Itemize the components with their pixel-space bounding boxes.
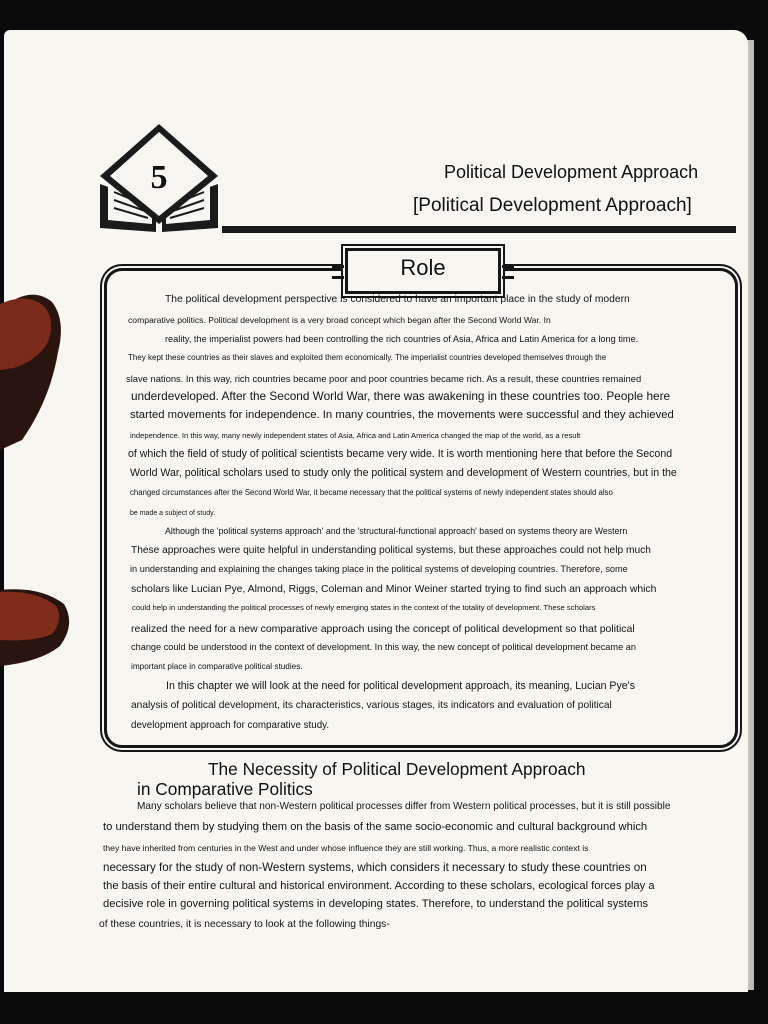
section-line: decisive role in governing political systems in developing states. Therefore, to understand the political systems <box>103 898 649 910</box>
role-line: in understanding and explaining the changes taking place in the political systems of developing countries. Therefore, some <box>130 564 628 574</box>
role-line: They kept these countries as their slaves and exploited them economically. The imperialist countries developed themselves through the <box>128 353 607 362</box>
header-rule <box>222 226 736 233</box>
section-line: they have inherited from centuries in the West and under whose influence they are still working. Thus, a more realistic context is <box>103 843 589 853</box>
chapter-subtitle: [Political Development Approach] <box>413 195 692 216</box>
chapter-badge <box>96 120 222 236</box>
role-line: change could be understood in the context of development. In this way, the new concept of political development became an <box>131 642 636 652</box>
hand-fingers <box>0 290 70 670</box>
role-line: These approaches were quite helpful in understanding political systems, but these approaches could not help much <box>131 545 651 556</box>
section-line: necessary for the study of non-Western systems, which considers it necessary to study these countries on <box>103 861 647 874</box>
role-line: The political development perspective is considered to have an important place in the study of modern <box>165 294 630 305</box>
section-line: to understand them by studying them on the basis of the same socio-economic and cultural background which <box>103 821 648 833</box>
role-line: realized the need for a new comparative approach using the concept of political development so that political <box>131 623 635 635</box>
role-line: underdeveloped. After the Second World War, there was awakening in these countries too. People here <box>131 389 671 403</box>
role-line: development approach for comparative study. <box>131 720 330 731</box>
role-line: be made a subject of study. <box>130 510 216 517</box>
section-line: the basis of their entire cultural and historical environment. According to these scholars, ecological forces play a <box>103 880 655 892</box>
role-line: slave nations. In this way, rich countries became poor and poor countries became rich. As a result, these countries remained <box>126 373 642 384</box>
role-heading: Role <box>400 255 446 280</box>
role-line: World War, political scholars used to study only the political system and development of Western countries, but in the <box>130 467 677 479</box>
section-line: Many scholars believe that non-Western political processes differ from Western political processes, but it is still possible <box>137 801 671 812</box>
role-line: changed circumstances after the Second World War, it became necessary that the political systems of newly independent states should also <box>130 488 613 497</box>
chapter-number: 5 <box>150 159 168 196</box>
section-line: of these countries, it is necessary to look at the following things- <box>99 919 390 930</box>
role-line: In this chapter we will look at the need for political development approach, its meaning, Lucian Pye's <box>166 680 636 692</box>
role-line: Although the 'political systems approach' and the 'structural-functional approach' based on systems theory are Western <box>165 526 628 536</box>
section-heading-line2: in Comparative Politics <box>137 779 313 799</box>
role-line: started movements for independence. In many countries, the movements were successful and they achieved <box>130 409 674 421</box>
role-line: comparative politics. Political development is a very broad concept which began after the Second World War. In <box>128 315 551 325</box>
role-line: scholars like Lucian Pye, Almond, Riggs, Coleman and Minor Weiner started trying to find such an approach which <box>131 584 657 595</box>
role-line: independence. In this way, many newly independent states of Asia, Africa and Latin America changed the map of the world, as a result <box>130 431 581 440</box>
chapter-title: Political Development Approach <box>444 162 699 182</box>
role-line: analysis of political development, its characteristics, various stages, its indicators and evaluation of political <box>131 700 612 711</box>
role-line: important place in comparative political studies. <box>131 662 303 671</box>
role-line: of which the field of study of political scientists became very wide. It is worth mentioning here that before the Second <box>128 448 673 460</box>
section-heading-line1: The Necessity of Political Development Approach <box>208 759 586 779</box>
role-line: reality, the imperialist powers had been controlling the rich countries of Asia, Africa and Latin America for a long time. <box>165 334 639 344</box>
role-line: could help in understanding the political processes of newly emerging states in the context of the totality of development. These scholars <box>132 603 596 612</box>
